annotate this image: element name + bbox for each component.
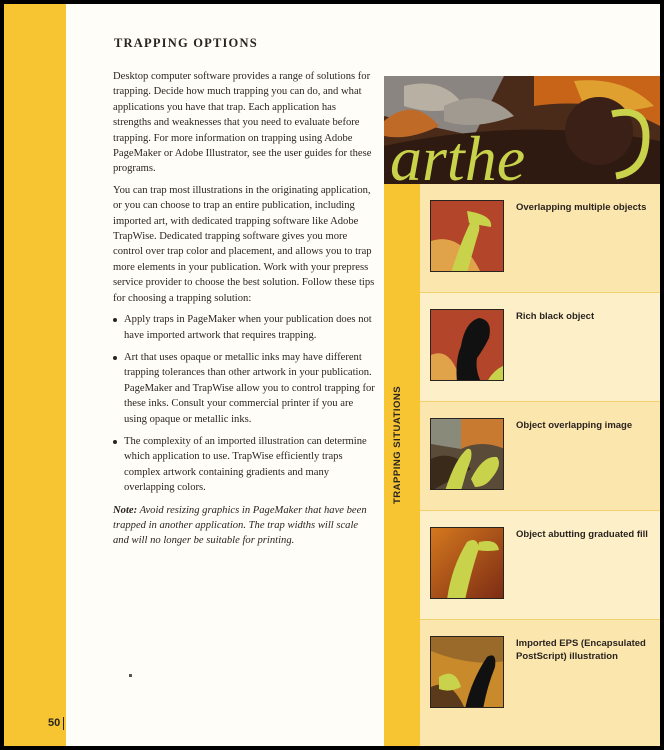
section-heading: TRAPPING OPTIONS bbox=[114, 36, 258, 50]
body-text bbox=[113, 69, 375, 555]
hero-artwork bbox=[384, 76, 660, 184]
page bbox=[4, 4, 660, 746]
note-text: Avoid resizing graphics in PageMaker that have been trapped in another application. The trap widths will scale and will no longer be suitable for printing. bbox=[113, 504, 367, 547]
graduated-fill-icon bbox=[430, 527, 504, 599]
eps-illustration-icon bbox=[430, 636, 504, 708]
hero-illustration bbox=[384, 76, 660, 184]
overlap-image-icon bbox=[430, 418, 504, 490]
situation-caption: Object abutting graduated fill bbox=[516, 529, 648, 540]
situation-caption: Imported EPS (Encapsulated PostScript) illustration bbox=[516, 638, 646, 662]
situation-row bbox=[420, 184, 660, 292]
note-label: Note: bbox=[113, 504, 138, 516]
hero-text: arthe bbox=[390, 123, 526, 184]
rich-black-icon bbox=[430, 309, 504, 381]
situation-row bbox=[420, 293, 660, 401]
situation-caption: Rich black object bbox=[516, 311, 595, 322]
situation-row bbox=[420, 620, 660, 746]
situation-row bbox=[420, 402, 660, 510]
paragraph: You can trap most illustrations in the originating application, or you can choose to trap an entire publication, including imported art, with dedicated trapping software like Adobe TrapWise. Dedicated trapping software gives you more control over trap color and placement, and allows you to trap more elements in your publication. Work with your prepress service provider to choose the best solution. Follow these tips for choosing a trapping solution: bbox=[113, 184, 375, 304]
situation-row bbox=[420, 511, 660, 619]
left-color-band bbox=[4, 4, 66, 746]
situation-caption: Overlapping multiple objects bbox=[516, 202, 647, 213]
overlapping-objects-icon bbox=[430, 200, 504, 272]
page-number: 50 bbox=[48, 717, 64, 730]
list-item: The complexity of an imported illustration can determine which application to use. TrapWise efficiently traps complex artwork containing gradients and many overlapping colors. bbox=[113, 434, 375, 496]
list-item: Art that uses opaque or metallic inks may have different trapping tolerances than other artwork in your publication. PageMaker and TrapWise allow you to control trapping for these inks. Consult your commercial printer if you are using opaque or metallic inks. bbox=[113, 350, 375, 427]
paragraph: Desktop computer software provides a range of solutions for trapping. Decide how much trapping you can do, and what applications you have that trap. Each application has strengths and weaknesses that you need to evaluate before trapping. For more information on trapping using Adobe PageMaker or Adobe Illustrator, see the user guides for these programs. bbox=[113, 71, 372, 175]
situation-caption: Object overlapping image bbox=[516, 420, 633, 431]
note bbox=[113, 503, 375, 549]
list-item: Apply traps in PageMaker when your publication does not have imported artwork that requires trapping. bbox=[113, 312, 375, 343]
tips-list bbox=[113, 312, 375, 495]
stray-mark bbox=[129, 674, 132, 677]
sidebar-label: TRAPPING SITUATIONS bbox=[392, 385, 403, 504]
